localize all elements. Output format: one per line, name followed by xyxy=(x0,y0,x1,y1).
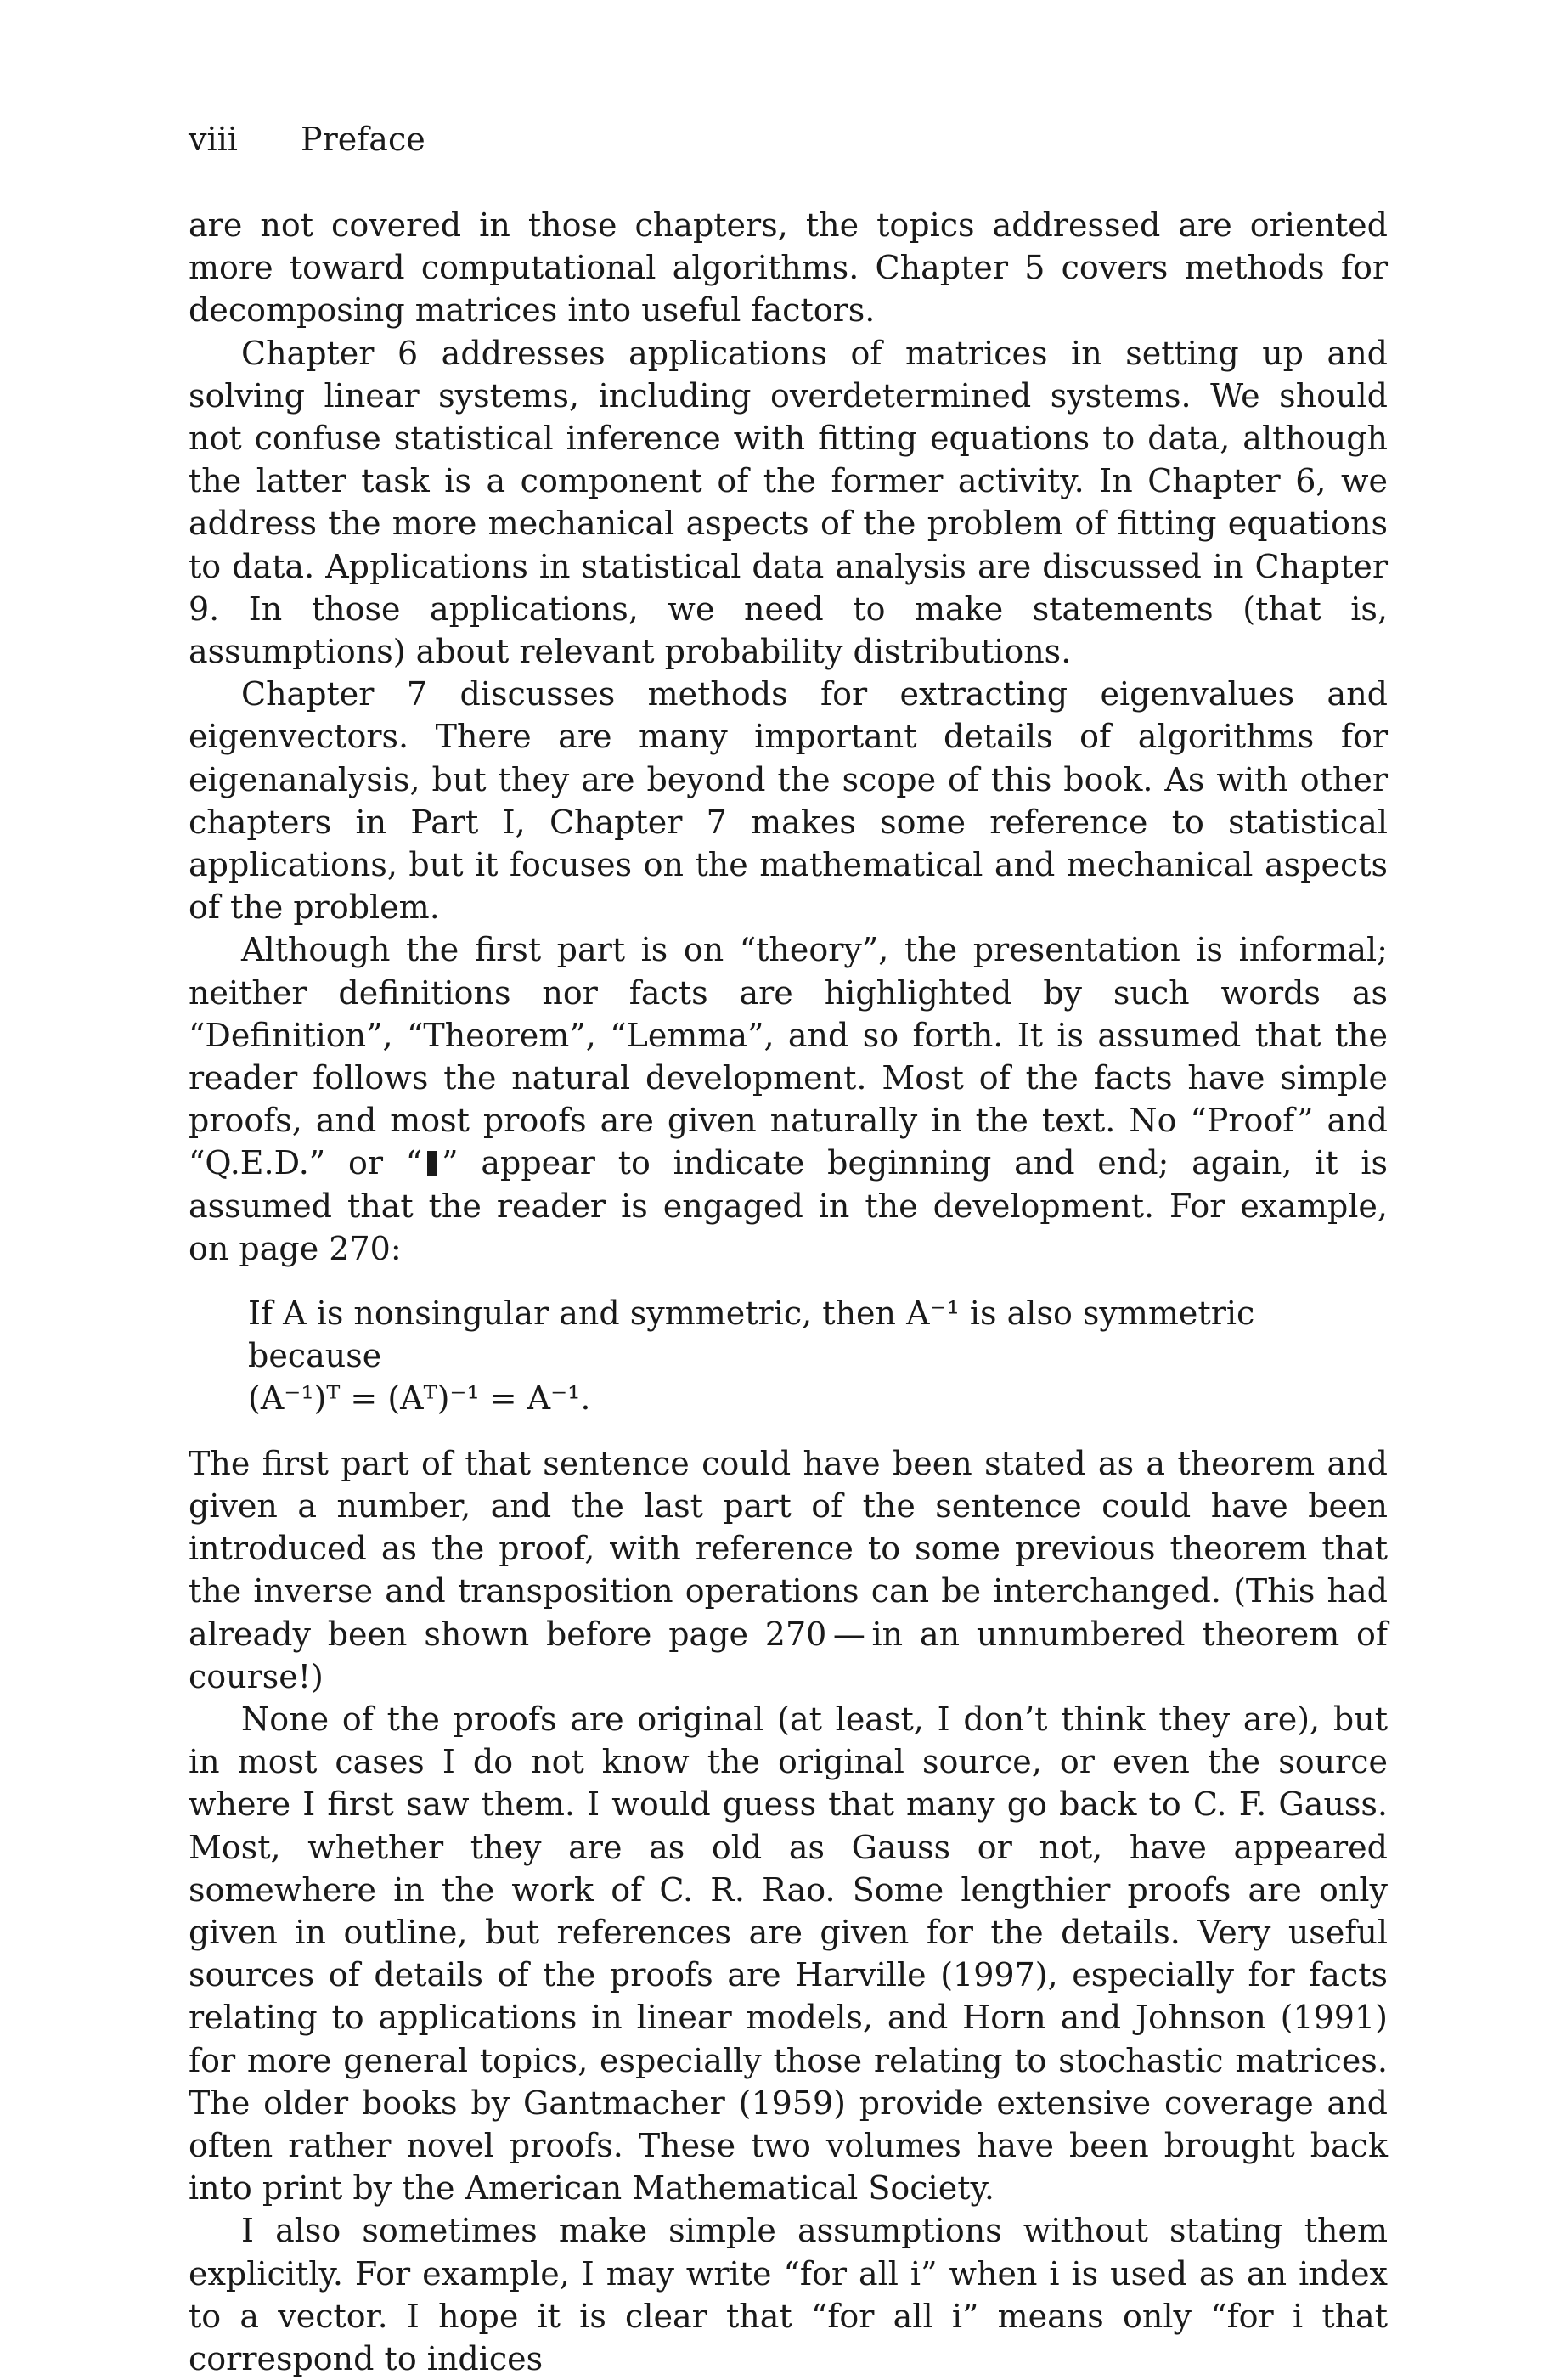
paragraph-chapter-5: are not covered in those chapters, the topics addressed are oriented more toward computational algorithms. Chapter 5 covers methods for decomposing matrices into useful factors. xyxy=(189,206,1388,330)
quote-line-2: (A⁻¹)ᵀ = (Aᵀ)⁻¹ = A⁻¹. xyxy=(248,1379,591,1418)
book-page xyxy=(189,119,1388,2380)
paragraph-sentence-explanation: The first part of that sentence could have been stated as a theorem and given a number, and the last part of the sentence could have been introduced as the proof, with reference to some previous theorem that the inverse and transposition operations can be interchanged. (This had already been shown before page 270 — in an unnumbered theorem of course!) xyxy=(189,1444,1388,1695)
paragraph-chapter-6: Chapter 6 addresses applications of matrices in setting up and solving linear systems, including overdetermined systems. We should not confuse statistical inference with fitting equations to data, although the latter task is a component of the former activity. In Chapter 6, we address the more mechanical aspects of the problem of fitting equations to data. Applications in statistical data analysis are discussed in Chapter 9. In those applications, we need to make statements (that is, assumptions) about relevant probability distributions. xyxy=(189,334,1388,671)
paragraph-assumptions: I also sometimes make simple assumptions without stating them explicitly. For example, I may write “for all i” when i is used as an index to a vector. I hope it is clear that “for all i” means only “for i that correspond to indices xyxy=(189,2212,1388,2377)
example-quote xyxy=(248,1292,1388,1420)
page-number: viii xyxy=(189,121,238,158)
running-header xyxy=(189,119,1388,160)
running-title: Preface xyxy=(301,121,425,158)
qed-box-icon xyxy=(427,1151,437,1176)
paragraph-proofs-origin: None of the proofs are original (at least, I don’t think they are), but in most cases I do not know the original source, or even the source where I first saw them. I would guess that many go back to C. F. Gauss. Most, whether they are as old as Gauss or not, have appeared somewhere in the work of C. R. Rao. Some lengthier proofs are only given in outline, but references are given for the details. Very useful sources of details of the proofs are Harville (1997), especially for facts relating to applications in linear models, and Horn and Johnson (1991) for more general topics, especially those relating to stochastic matrices. The older books by Gantmacher (1959) provide extensive coverage and often rather novel proofs. These two volumes have been brought back into print by the American Mathematical Society. xyxy=(189,1700,1388,2208)
paragraph-text-before-box: Although the first part is on “theory”, the presentation is informal; neither definitions nor facts are highlighted by such words as “Definition”, “Theorem”, “Lemma”, and so forth. It is assumed that the reader follows the natural development. Most of the facts have simple proofs, and most proofs are given naturally in the text. No “Proof” and “Q.E.D.” or “ xyxy=(189,931,1388,1182)
paragraph-chapter-7: Chapter 7 discusses methods for extracting eigenvalues and eigenvectors. There are many important details of algorithms for eigenanalysis, but they are beyond the scope of this book. As with other chapters in Part I, Chapter 7 makes some reference to statistical applications, but it focuses on the mathematical and mechanical aspects of the problem. xyxy=(189,675,1388,927)
paragraph-theory-presentation xyxy=(189,928,1388,1270)
paragraph-text-after-box: ” appear to indicate beginning and end; again, it is assumed that the reader is engaged in the development. For example, on page 270: xyxy=(189,1144,1389,1267)
quote-line-1: If A is nonsingular and symmetric, then A⁻¹ is also symmetric because xyxy=(248,1294,1255,1375)
